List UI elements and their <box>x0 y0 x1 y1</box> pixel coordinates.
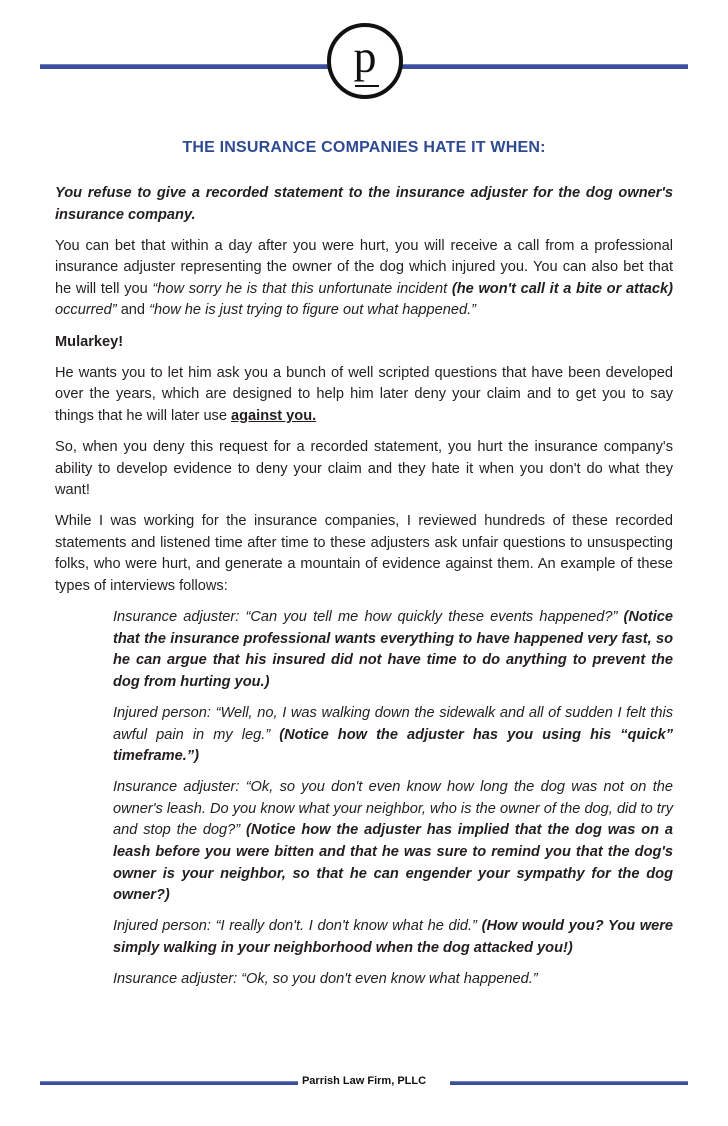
para1-quote-sorry: “how sorry he is that this unfortunate incident <box>152 280 452 297</box>
firm-logo <box>327 23 403 99</box>
footer-firm-name: Parrish Law Firm, PLLC <box>301 1075 427 1087</box>
document-body <box>55 183 673 1000</box>
dialogue-speech: Insurance adjuster: “Ok, so you don't even know what happened.” <box>113 971 538 987</box>
para1-bite-note: (he won't call it a bite or attack) <box>451 280 673 297</box>
dialogue-note: (Notice how the adjuster has you using his “quick” timeframe.”) <box>113 726 674 765</box>
mularkey-heading: Mularkey! <box>55 333 124 350</box>
logo-underline <box>355 85 379 87</box>
para2-against-you: against you. <box>231 407 317 424</box>
page-title: THE INSURANCE COMPANIES HATE IT WHEN: <box>182 139 546 156</box>
paragraph-scripted-questions <box>55 363 673 428</box>
para1-quote-occurred: occurred” <box>55 302 117 319</box>
header-rule-left <box>40 64 328 69</box>
dialogue-speech: Insurance adjuster: “Can you tell me how quickly these events happened?” <box>113 609 624 626</box>
para1-and: and <box>116 302 150 319</box>
logo-letter: p <box>353 31 377 82</box>
dialogue-note: (Notice how the adjuster has implied that the dog was on a leash before you were bitten and that he was sure to remind you that the dog's owner is your neighbor, so that he can engender your sympathy for the dog owner?) <box>113 822 673 904</box>
para1-quote-figure-out: “how he is just trying to figure out what happened.” <box>149 302 477 319</box>
dialogue-item <box>113 916 673 959</box>
dialogue-item <box>113 969 673 991</box>
para2-text: He wants you to let him ask you a bunch of well scripted questions that have been developed over the years, which are designed to help him later deny your claim and to get you to say things that he will later use <box>55 364 673 424</box>
dialogue-item <box>113 777 673 907</box>
para1-text: You can bet that within a day after you were hurt, you will receive a call from a professional insurance adjuster representing the owner of the dog which injured you. You can also bet that he will tell you <box>55 237 673 297</box>
dialogue-speech: Injured person: “I really don't. I don't know what he did.” <box>113 918 482 935</box>
dialogue-item <box>113 703 673 768</box>
paragraph-experience: While I was working for the insurance companies, I reviewed hundreds of these recorded statements and listened time after time to these adjusters ask unfair questions to unsuspecting folks, who were hurt, and generate a mountain of evidence against them. An example of these types of interviews follows: <box>55 513 673 594</box>
header-rule-right <box>402 64 688 69</box>
intro-paragraph: You refuse to give a recorded statement to the insurance adjuster for the dog owner's insurance company. <box>55 185 673 223</box>
dialogue-note: (How would you? You were simply walking in your neighborhood when the dog attacked you!) <box>113 918 673 956</box>
paragraph-deny-request: So, when you deny this request for a recorded statement, you hurt the insurance company's ability to develop evidence to deny your claim and they hate it when you don't do what they want! <box>55 438 673 499</box>
dialogue-speech: Injured person: “Well, no, I was walking down the sidewalk and all of sudden I felt this awful pain in my leg.” <box>113 704 673 743</box>
paragraph-adjuster-call <box>55 236 673 322</box>
dialogue-speech: Insurance adjuster: “Ok, so you don't even know how long the dog was not on the owner's leash. Do you know what your neighbor, who is the owner of the dog, did to try and stop the dog?” <box>113 779 673 839</box>
dialogue-item <box>113 607 673 693</box>
dialogue-note: (Notice that the insurance professional wants everything to have happened very fast, so he can argue that his insured did not have time to do anything to prevent the dog from hurting you.) <box>113 609 673 690</box>
